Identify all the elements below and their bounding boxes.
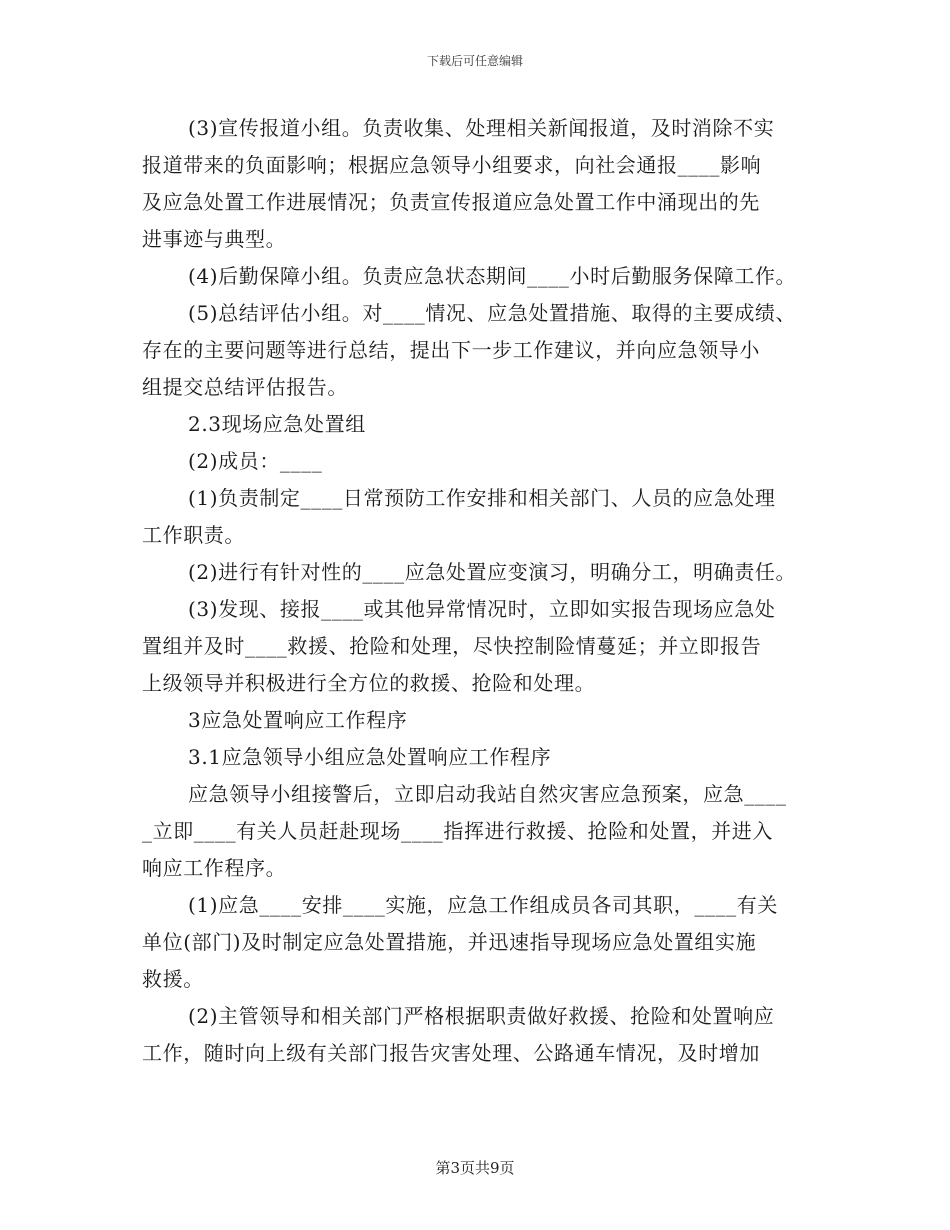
body-line: (2)成员：____ <box>188 449 323 473</box>
body-line: (2)主管领导和相关部门严格根据职责做好救援、抢险和处置响应 <box>188 1004 775 1028</box>
body-line: 置组并及时____救援、抢险和处理，尽快控制险情蔓延；并立即报告 <box>142 634 762 658</box>
body-line: 进事迹与典型。 <box>142 227 287 251</box>
body-line: (3)发现、接报____或其他异常情况时，立即如实报告现场应急处 <box>188 597 776 621</box>
body-line: 应急领导小组接警后，立即启动我站自然灾害应急预案，应急____ <box>188 782 787 806</box>
body-line: (3)宣传报道小组。负责收集、处理相关新闻报道，及时消除不实 <box>188 116 775 140</box>
body-line: 工作职责。 <box>142 523 245 547</box>
body-line: 单位(部门)及时制定应急处置措施，并迅速指导现场应急处置组实施 <box>142 930 757 954</box>
body-line: (1)应急____安排____实施，应急工作组成员各司其职，____有关 <box>188 893 778 917</box>
body-line: 上级领导并积极进行全方位的救援、抢险和处理。 <box>142 671 596 695</box>
body-line: (5)总结评估小组。对____情况、应急处置措施、取得的主要成绩、 <box>188 301 797 325</box>
page-header: 下载后可任意编辑 <box>426 54 523 68</box>
body-line: 工作，随时向上级有关部门报告灾害处理、公路通车情况，及时增加 <box>142 1041 760 1065</box>
body-line: 存在的主要问题等进行总结，提出下一步工作建议，并向应急领导小 <box>142 338 760 362</box>
section-heading: 3应急处置响应工作程序 <box>188 708 408 732</box>
section-heading: 3.1应急领导小组应急处置响应工作程序 <box>188 745 552 769</box>
page-number: 第3页共9页 <box>435 1159 515 1177</box>
body-line: (1)负责制定____日常预防工作安排和相关部门、人员的应急处理 <box>188 486 776 510</box>
body-line: 组提交总结评估报告。 <box>142 375 348 399</box>
body-line: (4)后勤保障小组。负责应急状态期间____小时后勤服务保障工作。 <box>188 264 797 288</box>
body-line: 响应工作程序。 <box>142 856 287 880</box>
body-line: 及应急处置工作进展情况；负责宣传报道应急处置工作中涌现出的先 <box>142 190 760 214</box>
section-heading: 2.3现场应急处置组 <box>188 412 366 436</box>
body-line: (2)进行有针对性的____应急处置应变演习，明确分工，明确责任。 <box>188 560 797 584</box>
body-line: _立即____有关人员赶赴现场____指挥进行救援、抢险和处置，并进入 <box>142 819 773 843</box>
body-line: 报道带来的负面影响；根据应急领导小组要求，向社会通报____影响 <box>142 153 762 177</box>
body-line: 救援。 <box>142 967 204 991</box>
